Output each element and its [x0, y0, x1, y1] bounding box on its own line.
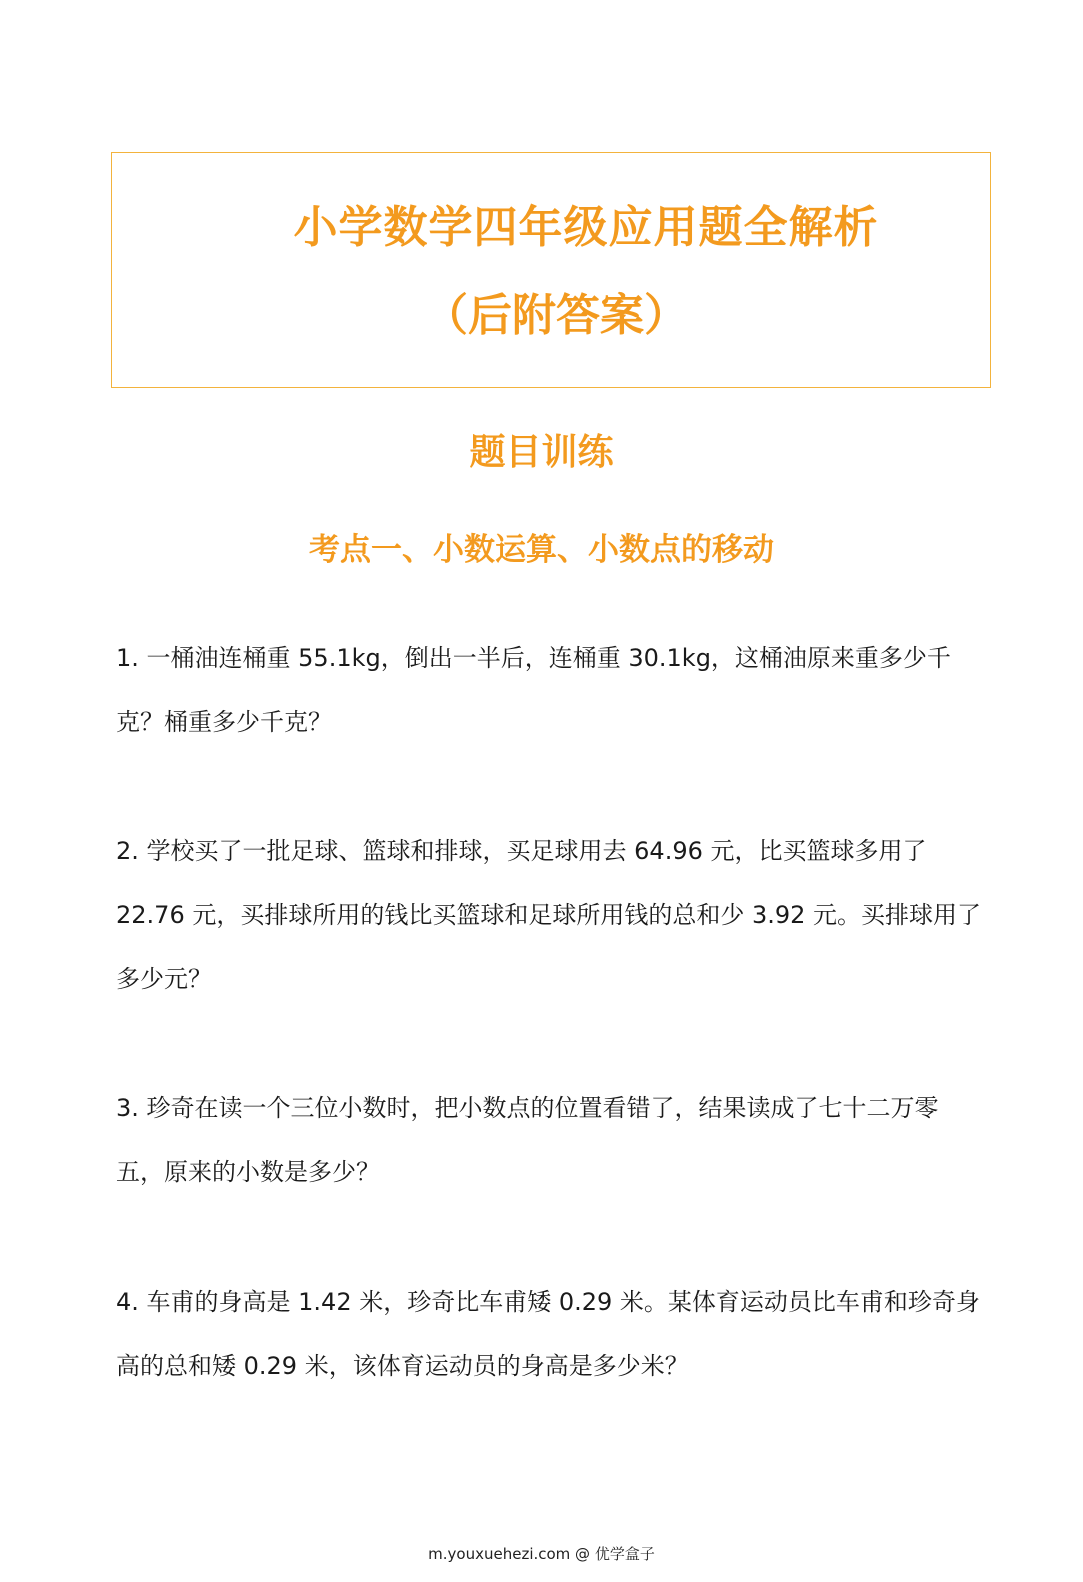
section-title: 题目训练	[469, 432, 614, 473]
footer-watermark: m.youxuehezi.com @ 优学盒子	[428, 1545, 655, 1563]
question-2: 2. 学校买了一批足球、篮球和排球，买足球用去 64.96 元，比买篮球多用了 22.76 元，买排球所用的钱比买篮球和足球所用钱的总和少 3.92 元。买排球用了多少元？	[116, 837, 982, 993]
question-4: 4. 车甫的身高是 1.42 米，珍奇比车甫矮 0.29 米。某体育运动员比车甫和珍奇身高的总和矮 0.29 米，该体育运动员的身高是多少米？	[116, 1288, 980, 1380]
subsection-title: 考点一、小数运算、小数点的移动	[309, 532, 774, 568]
document-subtitle: （后附答案）	[424, 290, 688, 341]
question-3: 3. 珍奇在读一个三位小数时，把小数点的位置看错了，结果读成了七十二万零五，原来的小数是多少？	[116, 1094, 939, 1186]
question-1: 1. 一桶油连桶重 55.1kg，倒出一半后，连桶重 30.1kg，这桶油原来重多少千克？桶重多少千克？	[116, 644, 951, 736]
title-box	[111, 152, 991, 388]
document-title: 小学数学四年级应用题全解析	[293, 202, 879, 253]
